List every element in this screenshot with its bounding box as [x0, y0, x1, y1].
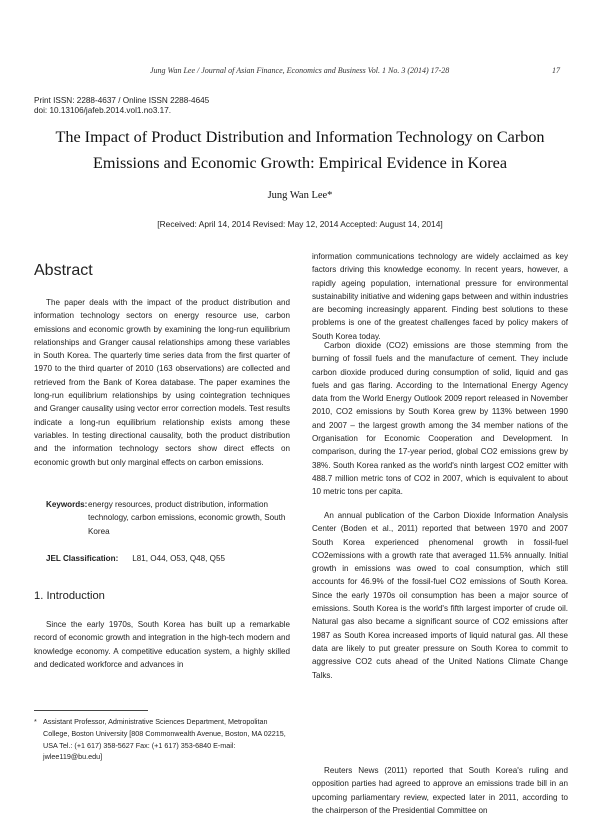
running-head-text: Jung Wan Lee / Journal of Asian Finance, Economics and Business Vol. 1 No. 3 (2014) 17-28	[150, 66, 450, 75]
jel-label: JEL Classification:	[46, 554, 119, 563]
abstract-heading: Abstract	[34, 262, 93, 279]
received-dates: [Received: April 14, 2014 Revised: May 12, 2014 Accepted: August 14, 2014]	[157, 219, 443, 229]
introduction-body: Since the early 1970s, South Korea has built up a remarkable record of economic growth and integration in the high-tech modern and knowledge economy. A competitive education system, a highly skilled and dedicated workforce and advances in	[34, 620, 290, 669]
doi-line: doi: 10.13106/jafeb.2014.vol1.no3.17.	[34, 105, 172, 115]
body-paragraph-3: An annual publication of the Carbon Dioxide Information Analysis Center (Boden et al., 2011) reported that between 1970 and 2007 South Korea experienced phenomenal growth in fossil-fuel CO2emissions with a growth rate that averaged 11.5% annually. Initial growth in emissions was owed to coal consumption, which still accounts for 46.9% of the fossil-fuel CO2 emissions of South Korea. Since the early 1970s oil consumption has been a major source of emissions. South Korea is the world's fifth largest importer of crude oil. Natural gas also became a significant source of CO2 emissions after 1987 as South Korea increased imports of liquid natural gas. All these data are likely to put greater pressure on South Korea to commit to aggressive CO2 cuts ahead of the United Nations Climate Change Talks.	[312, 511, 568, 680]
body-paragraph-2: Carbon dioxide (CO2) emissions are those stemming from the burning of fossil fuels and the manufacture of cement. They include carbon dioxide produced during consumption of solid, liquid and gas fuels and gas flaring. According to the International Energy Agency data from the World Energy Outlook 2009 report released in November 2010, CO2 emissions by South Korea grew by 113% between 1990 and 2007 – the largest growth among the 34 member nations of the Organisation for Economic Cooperation and Development. In comparison, during the 17-year period, global CO2 emissions grew by 38%. South Korea ranked as the world's ninth largest CO2 emitter with 488.7 million metric tons of CO2 in 2007, which is equivalent to about 10 metric tons per capita.	[312, 341, 568, 497]
body-paragraph-1: information communications technology are widely acclaimed as key factors driving this knowledge economy. In recent years, however, a rapidly ageing population, international pressure for environmental sustainability initiative and widening gaps between and within industries are becoming increasingly apparent. Finding best solutions to these problems is one of the greatest challenges faced by policy makers of South Korea today.	[312, 252, 569, 341]
footnote-text: Assistant Professor, Administrative Sciences Department, Metropolitan College, Boston University [808 Commonwealth Avenue, Boston, MA 02215, USA Tel.: (+1 617) 358-5627 Fax: (+1 617) 353-6840 E-mail: jwlee119@bu.edu]	[43, 717, 286, 762]
page-number: 17	[552, 66, 560, 75]
jel-block	[46, 554, 225, 563]
author-name: Jung Wan Lee*	[267, 190, 333, 201]
issn-block	[34, 96, 209, 115]
abstract-body: The paper deals with the impact of the product distribution and information technology sectors on energy resource use, carbon emissions and economic growth by examining the long-run equilibrium relationships and Granger causal relationships among these variables in South Korea. The quarterly time series data from the first quarter of 1970 to the third quarter of 2010 (163 observations) are collected and retrieved from the Bank of Korea database. The paper examines the long-run equilibrium relationships by using cointegration techniques and Granger causality using vector error correction models. Test results indicate a long-run equilibrium relationship exists among these variables. In testing directional causality, both the product distribution and the information technology sectors show direct effects on economic growth but only marginal effects on carbon emissions.	[34, 298, 290, 467]
body-paragraph-4: Reuters News (2011) reported that South Korea's ruling and opposition parties had agreed to approve an emissions trade bill in an upcoming parliamentary review, expected later in 2011, according to the chairperson of the Presidential Committee on	[312, 766, 568, 815]
keywords-label: Keywords:	[46, 500, 88, 509]
footnote-mark: *	[34, 717, 37, 726]
keywords-text: energy resources, product distribution, information technology, carbon emissions, economic growth, South Korea	[88, 500, 286, 536]
title-line-2: Emissions and Economic Growth: Empirical Evidence in Korea	[92, 154, 508, 172]
jel-text: L81, O44, O53, Q48, Q55	[132, 554, 225, 563]
title-line-1: The Impact of Product Distribution and Information Technology on Carbon	[55, 128, 545, 146]
paper-title	[30, 124, 570, 176]
footnote-divider	[34, 710, 148, 711]
introduction-heading: 1. Introduction	[34, 590, 105, 602]
issn-line: Print ISSN: 2288-4637 / Online ISSN 2288-4645	[34, 96, 210, 105]
